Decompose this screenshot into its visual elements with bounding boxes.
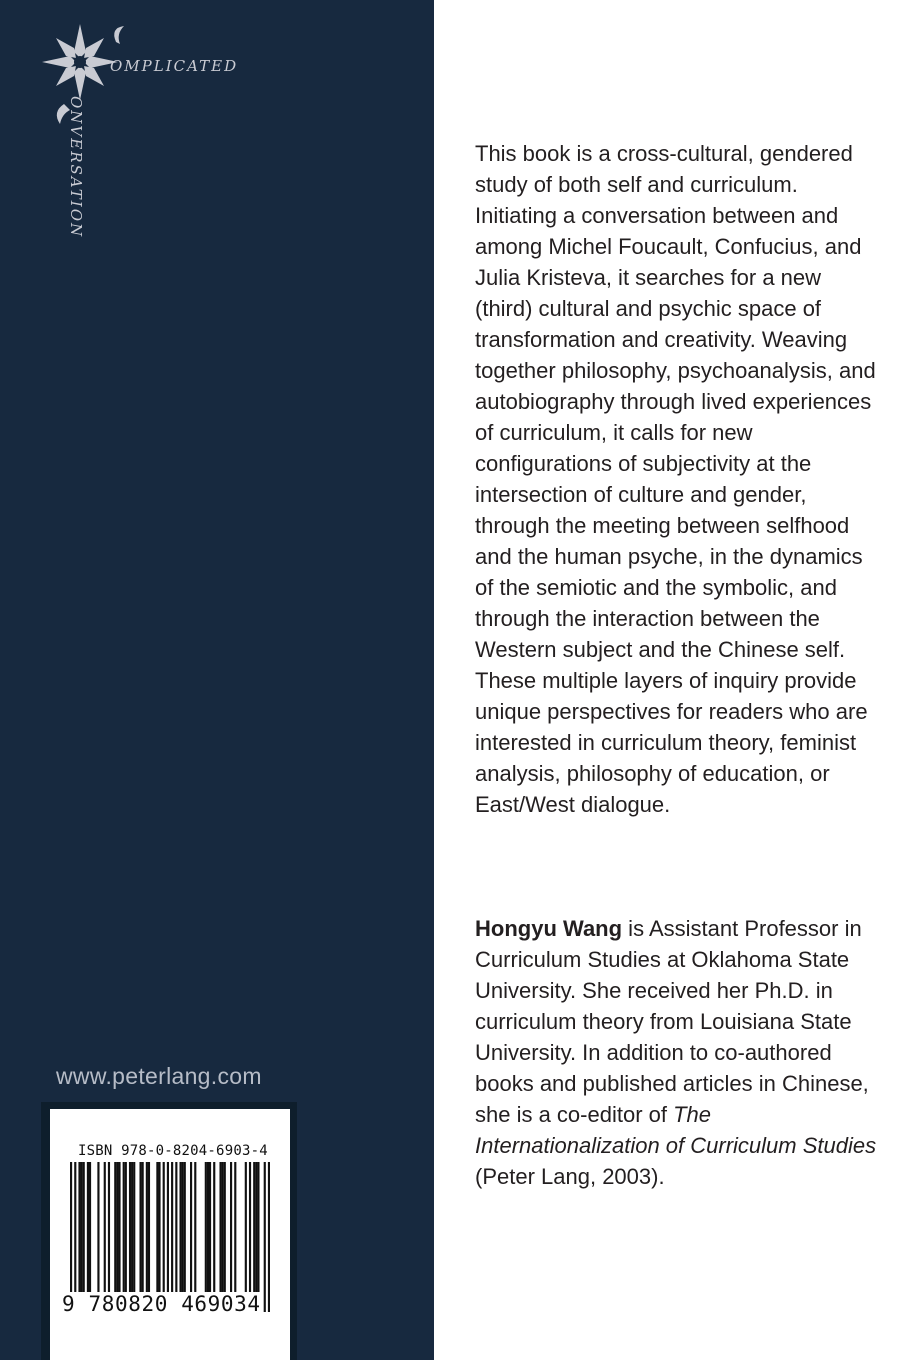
barcode-bar [264, 1162, 266, 1312]
barcode-bar [89, 1162, 91, 1312]
barcode-bar [268, 1162, 270, 1312]
barcode-bar [74, 1162, 76, 1312]
barcode-bar [213, 1162, 215, 1312]
isbn-label: ISBN 978-0-8204-6903-4 [78, 1143, 268, 1159]
author-bio-publication: (Peter Lang, 2003). [475, 1164, 665, 1189]
barcode-bar [179, 1162, 181, 1312]
barcode-digits: 9 780820 469034 [62, 1292, 261, 1316]
barcode-bar [219, 1162, 221, 1312]
barcode-bar [114, 1162, 116, 1312]
barcode-bar [125, 1162, 127, 1312]
barcode-bar [190, 1162, 192, 1312]
barcode-bar [245, 1162, 247, 1312]
barcode-bar [78, 1162, 80, 1312]
barcode-bar [118, 1162, 120, 1312]
barcode-bar [131, 1162, 133, 1312]
barcode-bar [222, 1162, 224, 1312]
barcode-bar [234, 1162, 236, 1312]
barcode-bar [142, 1162, 144, 1312]
barcode-bar [184, 1162, 186, 1312]
barcode-bar [209, 1162, 211, 1312]
barcode-bar [249, 1162, 251, 1312]
barcode-bar [182, 1162, 184, 1312]
barcode-bar [116, 1162, 118, 1312]
barcode-bars [70, 1162, 270, 1312]
book-description: This book is a cross-cultural, gendered study of both self and curriculum. Initiating a conversation between and among Michel Foucault, Confucius, and Julia Kristeva, it searches for a new (third) cultural and psychic space of transformation and creativity. Weaving together philosophy, psychoanalysis, and autobiography through lived experiences of curriculum, it calls for new configurations of subjectivity at the intersection of culture and gender, through the meeting between selfhood and the human psyche, in the dynamics of the semiotic and the symbolic, and through the interaction between the Western subject and the Chinese self. These multiple layers of inquiry provide unique perspectives for readers who are interested in curriculum theory, feminist analysis, philosophy of education, or East/West dialogue. [475, 141, 876, 817]
series-title-conversation: onversation [66, 96, 90, 239]
barcode-bar [207, 1162, 209, 1312]
barcode-bar [255, 1162, 257, 1312]
series-title-complicated: omplicated [110, 52, 239, 76]
barcode-bar [163, 1162, 165, 1312]
barcode-bar [253, 1162, 255, 1312]
barcode-bar [104, 1162, 106, 1312]
barcode-bar [139, 1162, 141, 1312]
author-name: Hongyu Wang [475, 916, 623, 941]
barcode-bar [158, 1162, 160, 1312]
barcode-bar [87, 1162, 89, 1312]
barcode-bar [230, 1162, 232, 1312]
author-bio [475, 913, 880, 1192]
barcode-bar [171, 1162, 173, 1312]
author-bio-text: is Assistant Professor in Curriculum Studies at Oklahoma State University. She received her Ph.D. in curriculum theory from Louisiana State University. In addition to co-authored books and published articles in Chinese, she is a co-editor of [475, 916, 869, 1127]
barcode-bar [257, 1162, 259, 1312]
barcode-bar [97, 1162, 99, 1312]
barcode-bar [194, 1162, 196, 1312]
publisher-website[interactable]: www.peterlang.com [56, 1063, 262, 1089]
barcode-bar [133, 1162, 135, 1312]
barcode-bar [205, 1162, 207, 1312]
barcode-bar [175, 1162, 177, 1312]
barcode-bar [70, 1162, 72, 1312]
barcode-bar [167, 1162, 169, 1312]
barcode-bar [108, 1162, 110, 1312]
barcode-bar [224, 1162, 226, 1312]
barcode-bar [123, 1162, 125, 1312]
barcode-bar [148, 1162, 150, 1312]
barcode-bar [146, 1162, 148, 1312]
barcode-bar [83, 1162, 85, 1312]
barcode-bar [129, 1162, 131, 1312]
barcode-bar [81, 1162, 83, 1312]
coedited-book-title: The Internationalization of Curriculum Studies [475, 1102, 877, 1158]
barcode-bar [156, 1162, 158, 1312]
